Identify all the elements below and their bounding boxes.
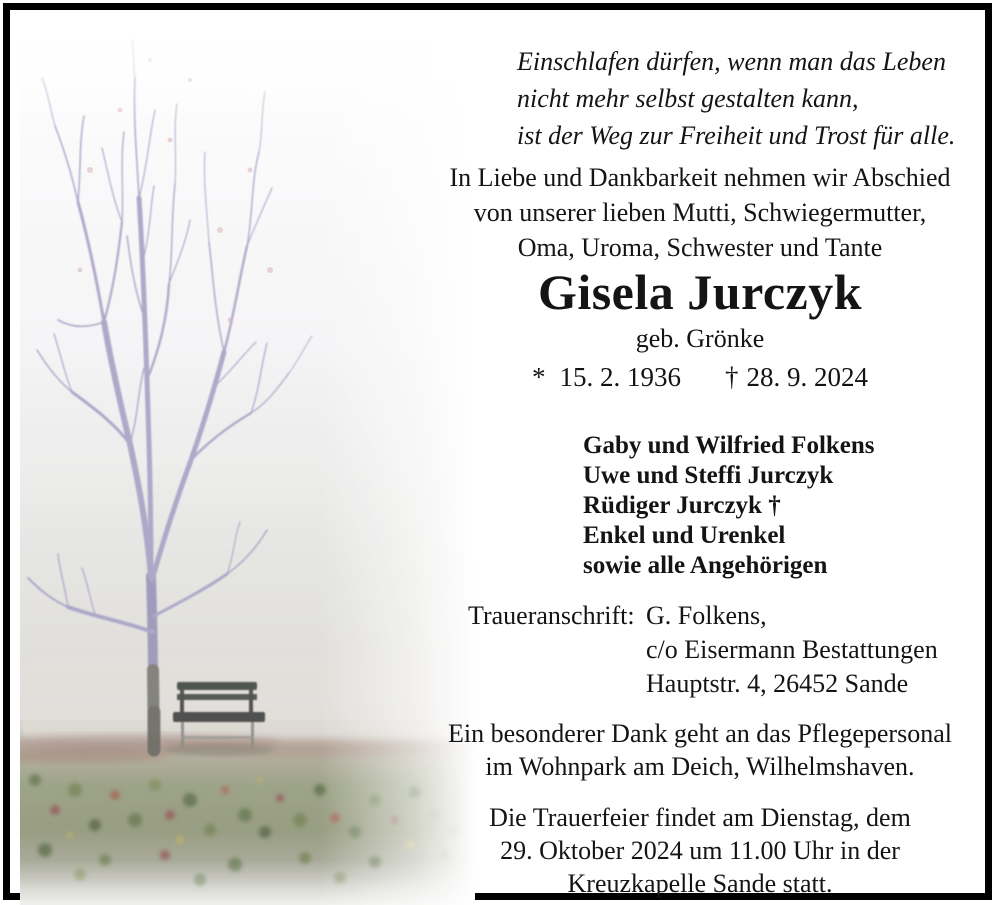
foggy-tree-illustration xyxy=(20,20,475,905)
death-date: 28. 9. 2024 xyxy=(746,362,868,392)
funeral-notice-line: 29. Oktober 2024 um 11.00 Uhr in der xyxy=(500,836,900,865)
farewell-intro-line: Oma, Uroma, Schwester und Tante xyxy=(517,233,883,262)
funeral-notice-line: Kreuzkapelle Sande statt. xyxy=(567,869,833,898)
farewell-intro-line: von unserer lieben Mutti, Schwiegermutter, xyxy=(473,198,927,227)
mourning-address-line: Hauptstr. 4, 26452 Sande xyxy=(646,669,909,698)
mourning-address-label: Traueranschrift: xyxy=(468,601,635,630)
mourner-list xyxy=(440,431,960,581)
obituary-card-frame xyxy=(3,3,992,900)
funeral-notice-line: Die Trauerfeier findet am Dienstag, dem xyxy=(489,803,911,832)
deceased-name: Gisela Jurczyk xyxy=(537,264,863,320)
mourner-line: Rüdiger Jurczyk † xyxy=(583,492,781,519)
obituary-text-column xyxy=(440,20,960,900)
thanks-note xyxy=(440,717,960,783)
birth-date: 15. 2. 1936 xyxy=(559,362,681,392)
mourner-line: Uwe und Steffi Jurczyk xyxy=(583,462,834,489)
mourner-line: Enkel und Urenkel xyxy=(583,522,786,549)
mourner-line: Gaby und Wilfried Folkens xyxy=(583,432,875,459)
fog-veil xyxy=(20,20,475,905)
memorial-photo xyxy=(20,20,475,905)
mourning-address xyxy=(440,599,960,701)
opening-verse xyxy=(440,43,960,154)
life-dates xyxy=(440,361,960,393)
mourning-address-line: G. Folkens, xyxy=(646,601,767,630)
opening-verse-line: nicht mehr selbst gestalten kann, xyxy=(517,84,859,113)
birth-symbol: * xyxy=(532,362,546,392)
death-symbol: † xyxy=(725,362,739,392)
opening-verse-line: Einschlafen dürfen, wenn man das Leben xyxy=(517,47,946,76)
farewell-intro-line: In Liebe und Dankbarkeit nehmen wir Abschied xyxy=(449,163,951,192)
thanks-note-line: Ein besonderer Dank geht an das Pflegepersonal xyxy=(448,719,952,748)
birth-name: geb. Grönke xyxy=(635,324,765,353)
farewell-intro xyxy=(440,160,960,265)
mourner-line: sowie alle Angehörigen xyxy=(583,552,828,579)
opening-verse-line: ist der Weg zur Freiheit und Trost für alle. xyxy=(517,121,956,150)
funeral-notice xyxy=(440,801,960,900)
mourning-address-lines xyxy=(646,599,938,701)
mourning-address-line: c/o Eisermann Bestattungen xyxy=(646,635,938,664)
thanks-note-line: im Wohnpark am Deich, Wilhelmshaven. xyxy=(485,752,915,781)
